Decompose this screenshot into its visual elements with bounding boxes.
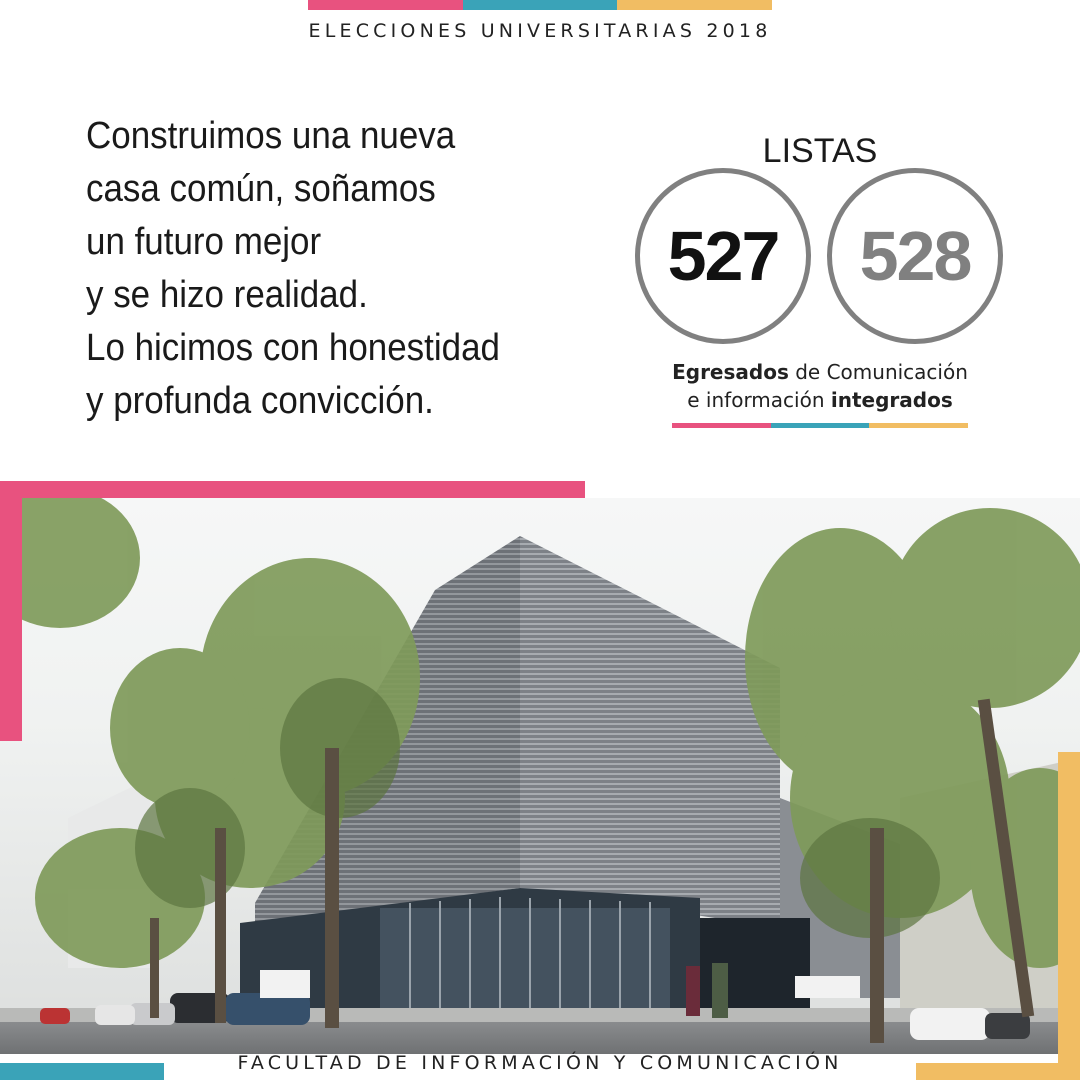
subtitle-line-2 xyxy=(630,386,1010,414)
subtitle-text-1: de Comunicación xyxy=(788,360,968,384)
subtitle-bold-2: integrados xyxy=(830,388,953,412)
frame-pink-vertical xyxy=(0,481,22,741)
frame-pink-horizontal xyxy=(0,481,585,498)
top-bar-pink xyxy=(308,0,463,10)
frame-gold-vertical xyxy=(1058,752,1080,1080)
subtitle-line-1 xyxy=(630,358,1010,386)
subtitle-bar-teal xyxy=(771,423,870,428)
header-title: ELECCIONES UNIVERSITARIAS 2018 xyxy=(308,20,772,42)
top-bar-gold xyxy=(617,0,772,10)
top-color-bar xyxy=(308,0,772,10)
list-subtitle xyxy=(630,358,1010,414)
list-number-528: 528 xyxy=(827,168,1003,344)
subtitle-color-bar xyxy=(672,423,968,428)
subtitle-bar-pink xyxy=(672,423,771,428)
list-number-527: 527 xyxy=(635,168,811,344)
subtitle-bold-1: Egresados xyxy=(672,360,789,384)
listas-label: LISTAS xyxy=(762,132,878,170)
slogan xyxy=(86,110,518,428)
slogan-line: un futuro mejor xyxy=(86,221,322,263)
building-photo xyxy=(0,498,1080,1054)
slogan-line: y profunda convicción. xyxy=(86,380,434,422)
building-photo-icon xyxy=(0,498,1080,1054)
slogan-line: Construimos una nueva xyxy=(86,115,456,157)
subtitle-text-2: e información xyxy=(687,388,831,412)
slogan-line: Lo hicimos con honestidad xyxy=(86,327,500,369)
slogan-line: y se hizo realidad. xyxy=(86,274,368,316)
top-bar-teal xyxy=(463,0,618,10)
slogan-line: casa común, soñamos xyxy=(86,168,436,210)
footer-title: FACULTAD DE INFORMACIÓN Y COMUNICACIÓN xyxy=(237,1052,843,1074)
subtitle-bar-gold xyxy=(869,423,968,428)
